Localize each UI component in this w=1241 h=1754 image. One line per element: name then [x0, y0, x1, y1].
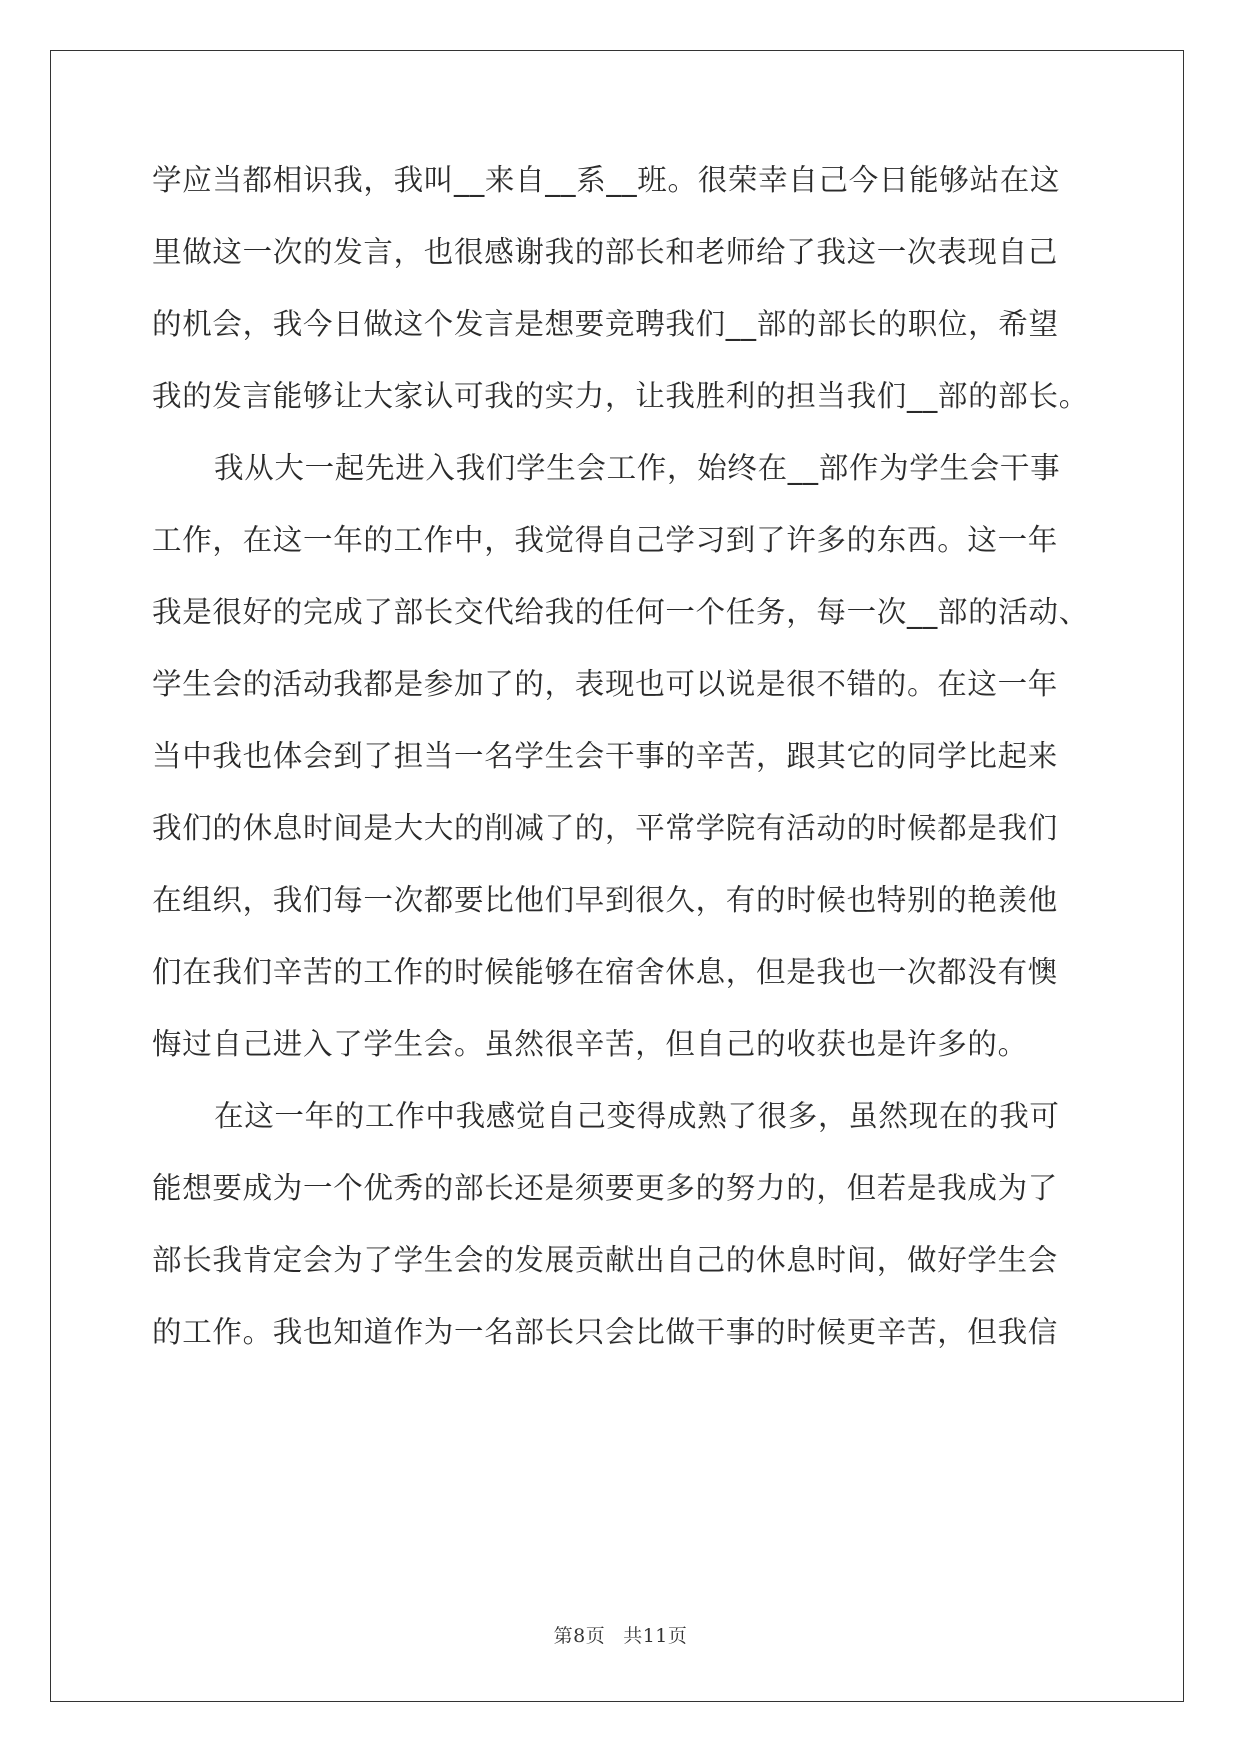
total-pages: 共11页 [623, 1625, 688, 1647]
page-number: 第8页 [553, 1625, 606, 1647]
page-border [50, 50, 1184, 1702]
page-footer [0, 1621, 1241, 1648]
